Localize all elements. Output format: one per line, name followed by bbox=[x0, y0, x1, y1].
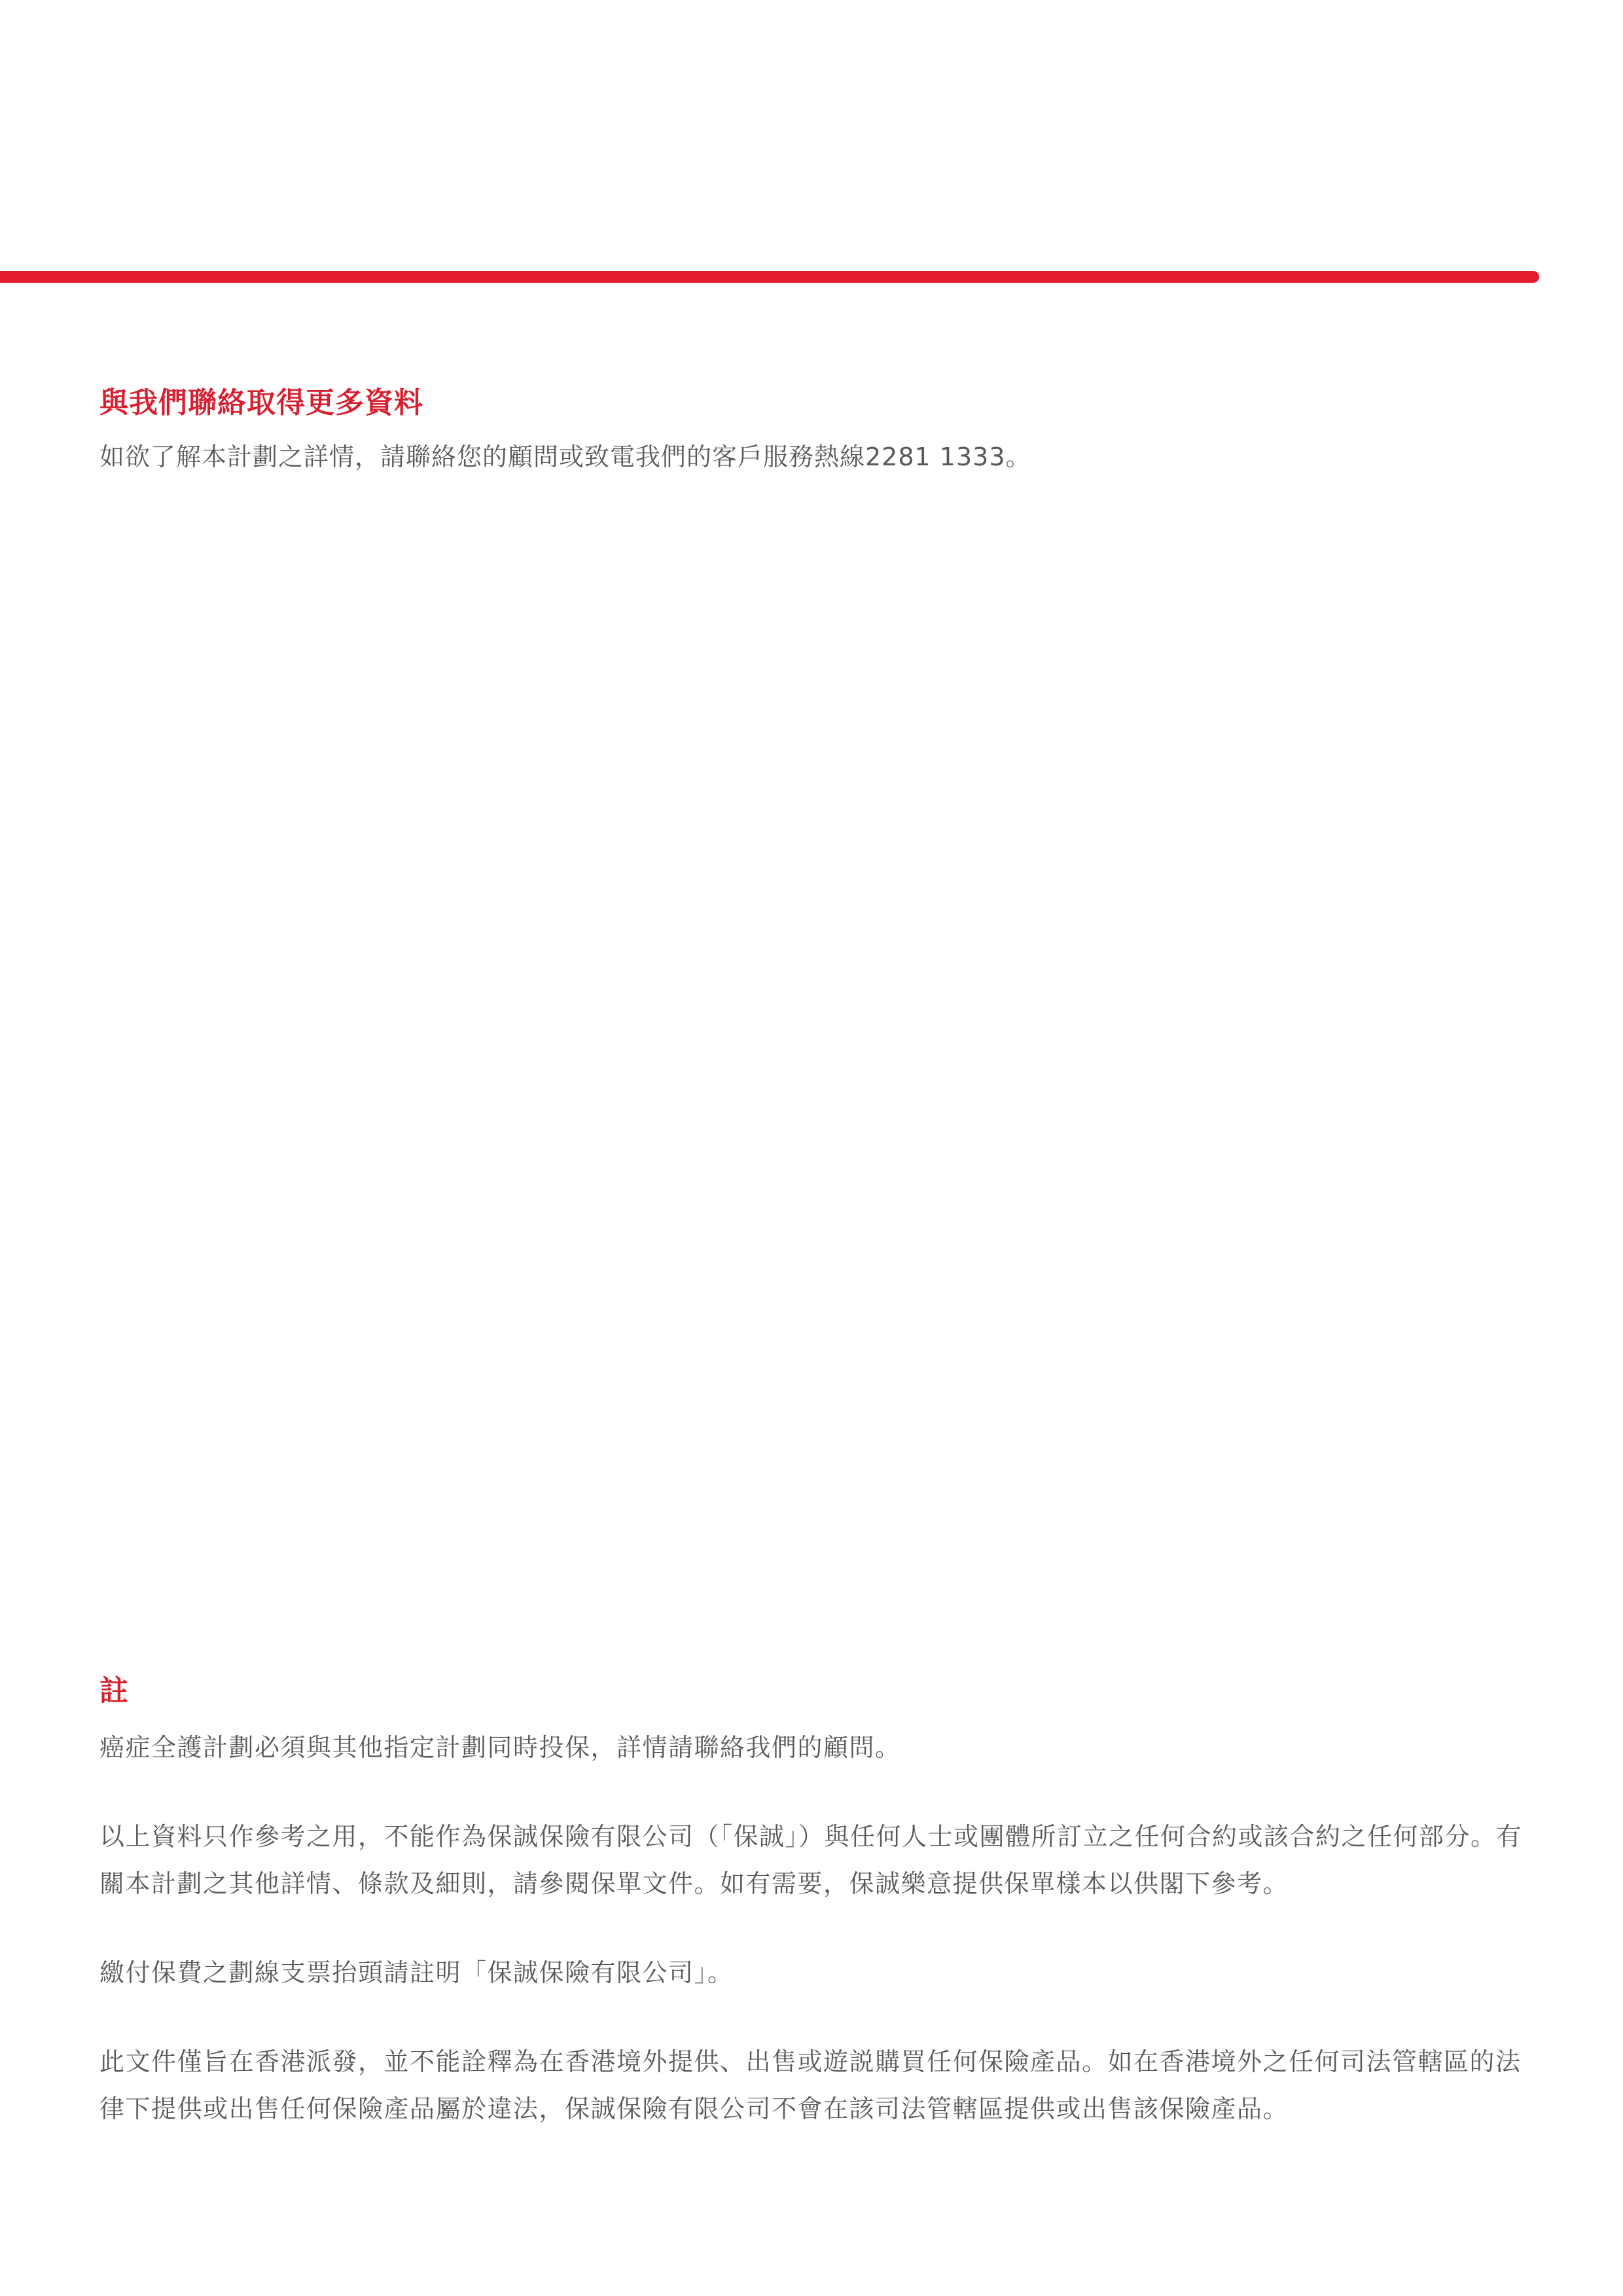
note-paragraph: 繳付保費之劃線支票抬頭請註明「保誠保險有限公司」。 bbox=[99, 1958, 734, 1987]
notes-section bbox=[99, 1669, 1533, 2132]
contact-section bbox=[99, 381, 1526, 476]
notes-heading: 註 bbox=[99, 1674, 129, 1708]
contact-heading: 與我們聯絡取得更多資料 bbox=[99, 386, 423, 420]
note-paragraph: 以上資料只作參考之用，不能作為保誠保險有限公司（「保誠」）與任何人士或團體所訂立之任何合約或該合約之任何部分。有關本計劃之其他詳情、條款及細則，請參閱保單文件。如有需要，保誠樂意提供保單樣本以供閣下參考。 bbox=[99, 1822, 1523, 1898]
red-divider-bar bbox=[0, 271, 1539, 283]
contact-text: 如欲了解本計劃之詳情，請聯絡您的顧問或致電我們的客戶服務熱線2281 1333。 bbox=[99, 442, 1031, 471]
note-paragraph: 此文件僅旨在香港派發，並不能詮釋為在香港境外提供、出售或遊説購買任何保險產品。如在香港境外之任何司法管轄區的法律下提供或出售任何保險產品屬於違法，保誠保險有限公司不會在該司法管轄區提供或出售該保險產品。 bbox=[99, 2047, 1522, 2123]
note-paragraph: 癌症全護計劃必須與其他指定計劃同時投保，詳情請聯絡我們的顧問。 bbox=[99, 1733, 901, 1762]
